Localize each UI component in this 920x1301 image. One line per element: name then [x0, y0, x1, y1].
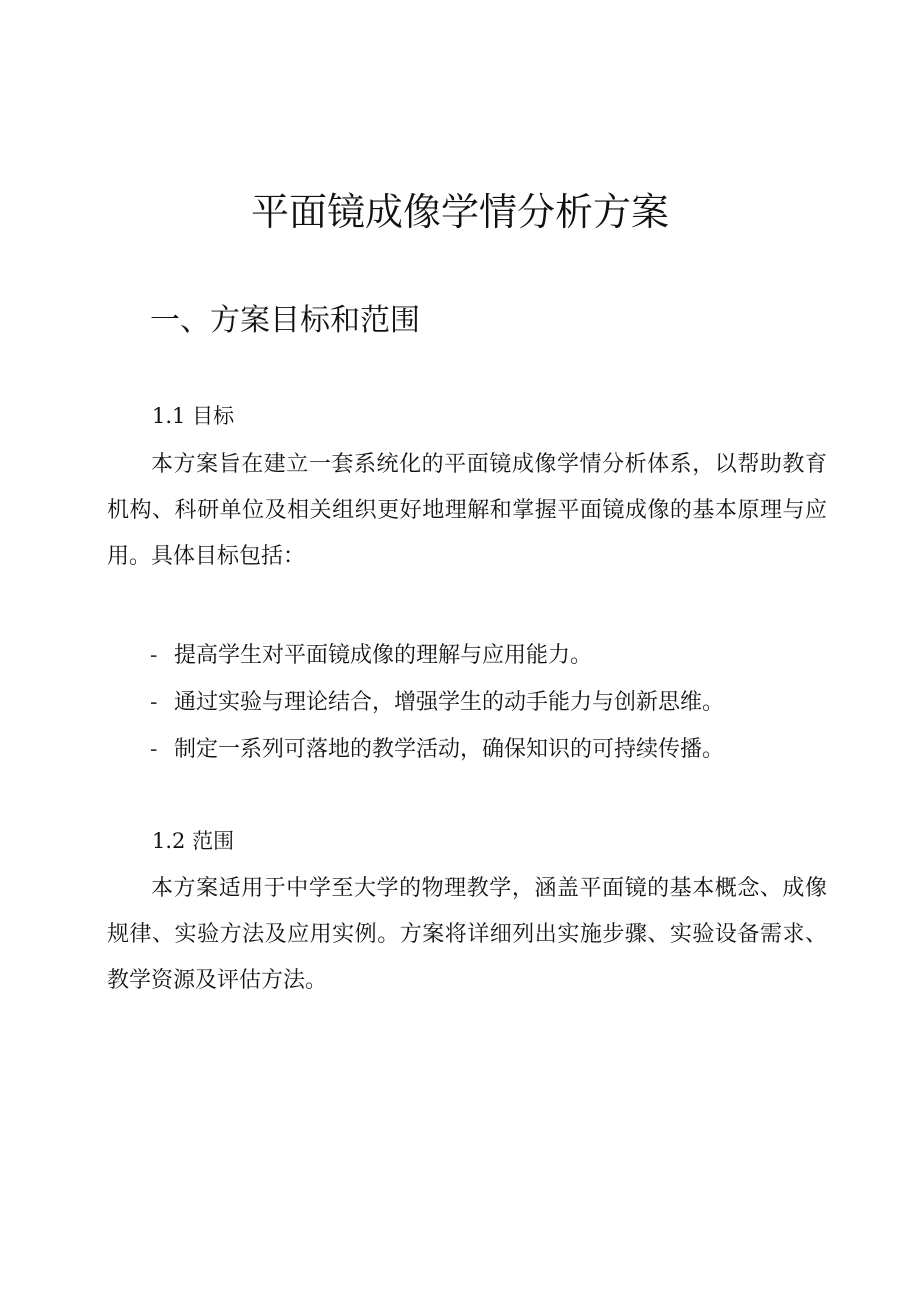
- subsection-heading-scope: 1.2 范围: [152, 829, 235, 853]
- bullet-marker: -: [150, 690, 158, 715]
- list-item-text: 通过实验与理论结合，增强学生的动手能力与创新思维。: [174, 690, 725, 715]
- document-title: 平面镜成像学情分析方案: [250, 190, 669, 234]
- list-item: [150, 632, 724, 679]
- section-heading-goals-scope: 一、方案目标和范围: [150, 303, 420, 338]
- bullet-marker: -: [150, 737, 158, 762]
- list-item-text: 制定一系列可落地的教学活动，确保知识的可持续传播。: [174, 737, 725, 762]
- list-item: [150, 726, 724, 773]
- scope-paragraph: 本方案适用于中学至大学的物理教学，涵盖平面镜的基本概念、成像规律、实验方法及应用实例。方案将详细列出实施步骤、实验设备需求、教学资源及评估方法。: [107, 876, 827, 993]
- list-item: [150, 679, 724, 726]
- subsection-heading-goal: 1.1 目标: [152, 404, 235, 428]
- list-item-text: 提高学生对平面镜成像的理解与应用能力。: [174, 643, 593, 668]
- goal-paragraph: 本方案旨在建立一套系统化的平面镜成像学情分析体系，以帮助教育机构、科研单位及相关组织更好地理解和掌握平面镜成像的基本原理与应用。具体目标包括：: [107, 452, 827, 569]
- bullet-marker: -: [150, 643, 158, 668]
- goal-bullet-list: [150, 632, 724, 773]
